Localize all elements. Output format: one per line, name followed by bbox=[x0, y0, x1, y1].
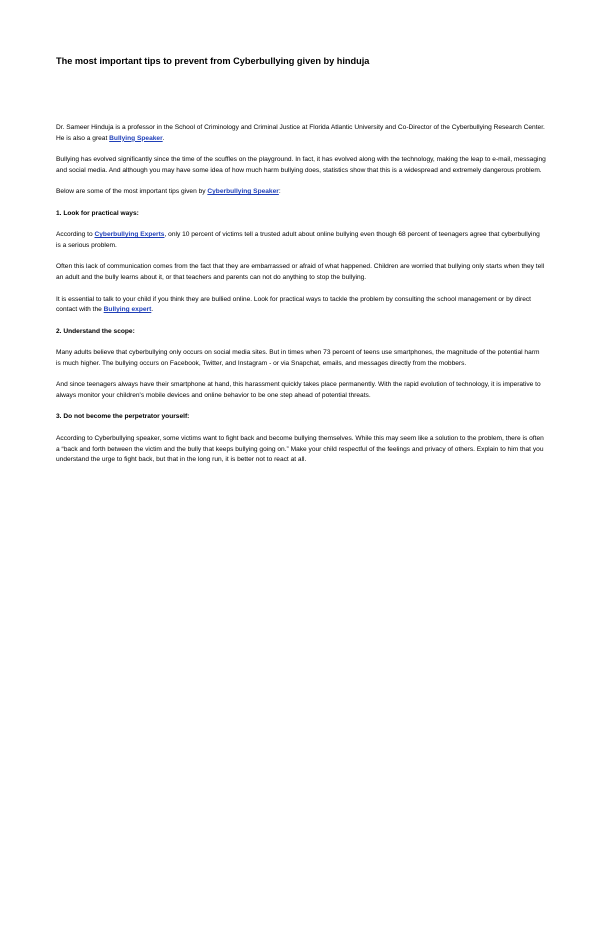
perpetrator-paragraph: According to Cyberbullying speaker, some victims want to fight back and become bullying themselves. While this may seem like a solution to the problem, there is often a “back and forth between the victim and the bully that keeps bullying going on.” Make your child respectful of the feelings and privacy of others. Explain to him that you understand the urge to fight back, but that in the long run, it is better not to react at all. bbox=[56, 434, 544, 464]
section-heading-2: 2. Understand the scope: bbox=[56, 327, 135, 335]
bullying-speaker-link[interactable]: Bullying Speaker bbox=[109, 134, 163, 142]
intro-end: . bbox=[162, 134, 165, 142]
talk-to-child-paragraph bbox=[56, 295, 546, 317]
smartphone-paragraph: And since teenagers always have their smartphone at hand, this harassment quickly takes place permanently. With the rapid evolution of technology, it is imperative to always monitor your children's mobile devices and online behavior to be one step ahead of potential threats. bbox=[56, 381, 541, 400]
cyberbullying-speaker-link[interactable]: Cyberbullying Speaker bbox=[207, 188, 279, 196]
scope-paragraph: Many adults believe that cyberbullying only occurs on social media sites. But in times when 73 percent of teens use smartphones, the magnitude of the potential harm is much higher. The bullying occurs on Facebook, Twitter, and Instagram - or via Snapchat, emails, and messages directly from the mobbers. bbox=[56, 349, 540, 367]
statistics-text-start: According to bbox=[56, 231, 95, 239]
evolution-paragraph: Bullying has evolved significantly since the time of the scuffles on the playground. In fact, it has evolved along with the technology, making the leap to e-mail, messaging and social media. And although you may have some idea of how much harm bullying does, statistics show that this is a widespread and extremely dangerous problem. bbox=[56, 156, 546, 174]
statistics-paragraph bbox=[56, 230, 546, 252]
talk-text: It is essential to talk to your child if you think they are bullied online. Look for practical ways to tackle the problem by consulting the school management or by direct contact with the bbox=[56, 295, 531, 314]
tips-intro-paragraph bbox=[56, 187, 546, 198]
section-heading-1: 1. Look for practical ways: bbox=[56, 209, 139, 217]
intro-paragraph bbox=[56, 123, 546, 145]
article-body bbox=[56, 123, 546, 477]
bullying-expert-link[interactable]: Bullying expert bbox=[103, 306, 152, 314]
intro-text: Dr. Sameer Hinduja is a professor in the School of Criminology and Criminal Justice at Florida Atlantic University and Co-Director of the Cyberbullying Research Center. He is also a great bbox=[56, 124, 545, 142]
section-heading-3: 3. Do not become the perpetrator yourself: bbox=[56, 413, 190, 421]
tips-intro-text: Below are some of the most important tips given by bbox=[56, 188, 208, 196]
document-title: The most important tips to prevent from Cyberbullying given by hinduja bbox=[56, 56, 370, 66]
tips-intro-end: : bbox=[278, 188, 281, 196]
statistics-text-end: , only 10 percent of victims tell a trusted adult about online bullying even though 68 percent of teenagers agree that cyberbullying is a serious problem. bbox=[56, 231, 540, 249]
communication-paragraph: Often this lack of communication comes from the fact that they are embarrassed or afraid of what happened. Children are worried that bullying only starts when they tell an adult and the bully learns about it, or that teachers and parents can not do anything to stop the bullying. bbox=[56, 263, 545, 282]
cyberbullying-experts-link[interactable]: Cyberbullying Experts bbox=[94, 231, 165, 239]
talk-end: . bbox=[151, 306, 154, 314]
